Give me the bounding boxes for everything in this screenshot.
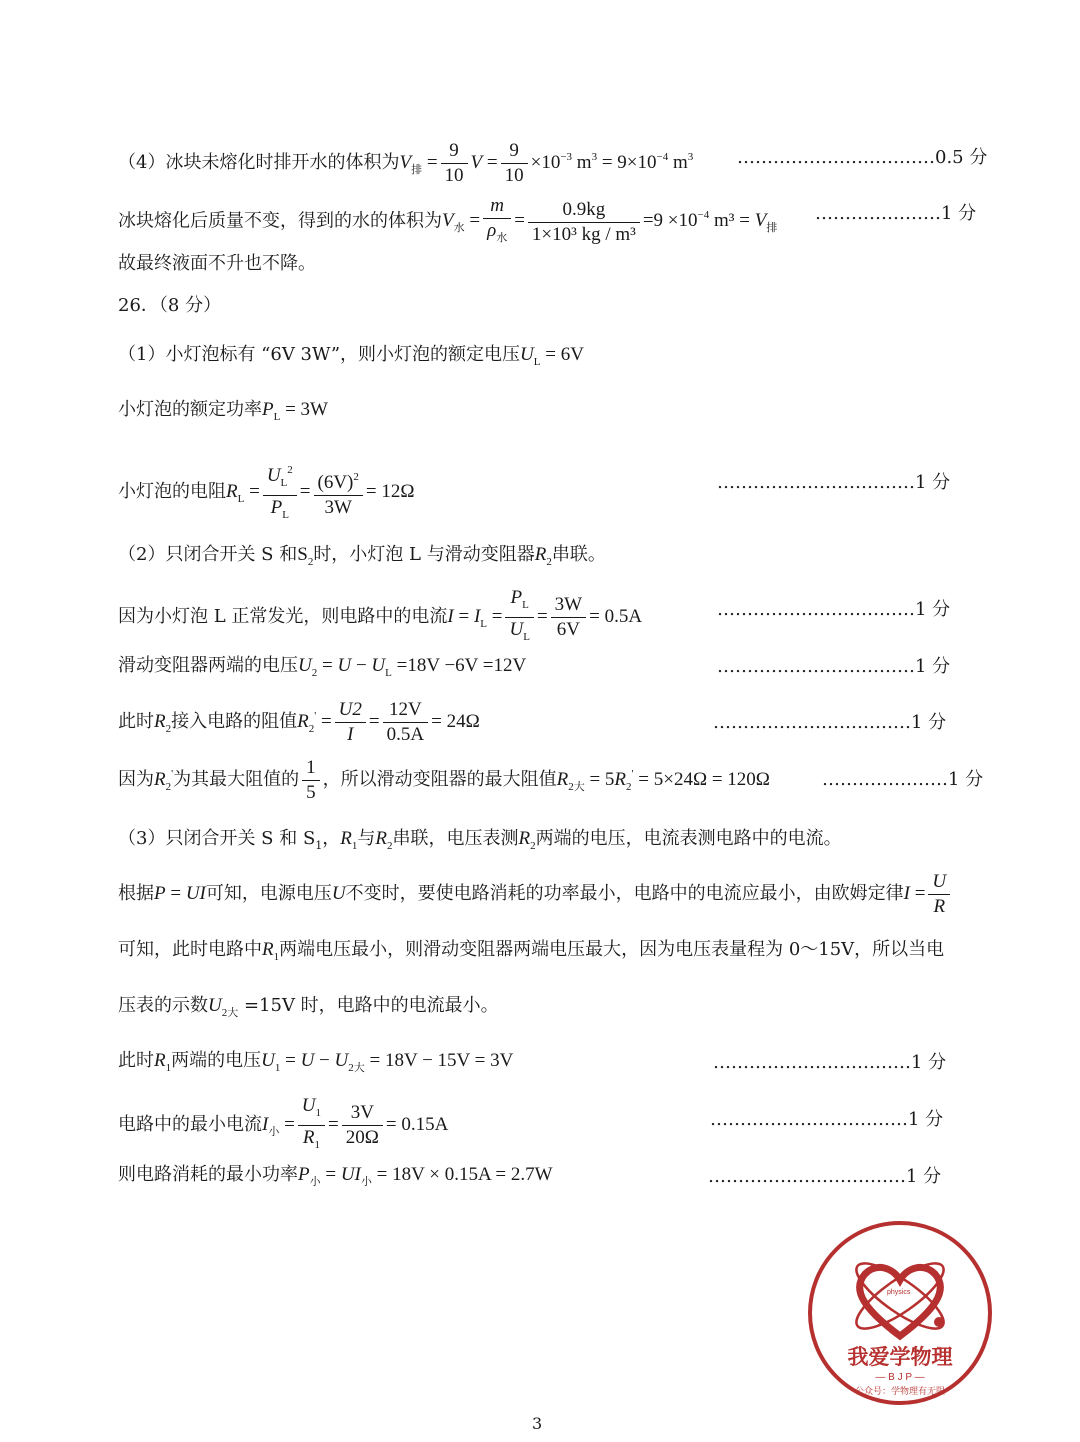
- melt-line: 冰块熔化后质量不变，得到的水的体积为$V_水$ = m $\rho_水$ = $\frac{0.9kg}{\text{1×10³ kg / m³}}$ $=9 \times 10^{-4}$ $m^3 = V_排$: [118, 194, 777, 250]
- fraction: $\frac{0.9kg}{\text{1×10³ kg / m³}}$: [528, 198, 640, 247]
- points-voltage: ……………………………1 分: [717, 656, 951, 677]
- points-u1: ……………………………1 分: [713, 1052, 947, 1073]
- points-imin: ……………………………1 分: [710, 1109, 944, 1130]
- current-line: 因为小灯泡 L 正常发光，则电路中的电流$I = I_L$ = $\frac{P_L}{U_L}$ = $\frac{3W}{6V}$ = 0.5A: [118, 586, 642, 649]
- r2-line: 此时$R_2$接入电路的阻值$R_2'$ = $\frac{U2}{I}$ = $\frac{12V}{0.5A}$ = 24Ω: [118, 699, 480, 745]
- fraction: $\frac{U_1}{R_1}$: [298, 1094, 325, 1157]
- fraction: $\frac{3V}{20\Omega}$: [342, 1101, 383, 1150]
- q26-header: 26．（8 分）: [118, 295, 222, 316]
- q26-part1: （1）小灯泡标有 “6V 3W”，则小灯泡的额定电压$U_L = 6V$: [118, 344, 584, 368]
- fraction: $\frac{3W}{6V}$: [551, 593, 586, 642]
- rated-power: 小灯泡的额定功率$P_L = 3W$: [118, 399, 328, 423]
- fraction: $\frac{U2}{I}$: [335, 698, 366, 747]
- pmin-line: 则电路消耗的最小功率$P_小 = UI_小 = 18V \times 0.15A = 2.7W$: [118, 1164, 553, 1188]
- para2: 可知，此时电路中$R_1$两端电压最小，则滑动变阻器两端电压最大，因为电压表量程为 0～15V，所以当电: [118, 939, 945, 963]
- melt-math: $V_水$ = m $\rho_水$ = $\frac{0.9kg}{\text{1×10³ kg / m³}}$ $=9 \times 10^{-4}$ $m^3 = V_排$: [442, 210, 777, 231]
- logo-abbr: — B J P —: [875, 1372, 925, 1383]
- points-current: ……………………………1 分: [717, 599, 951, 620]
- logo-seal: [805, 1218, 995, 1408]
- q26-part3: （3）只闭合开关 S 和 $S_1$，$R_1$与$R_2$串联，电压表测$R_2$两端的电压，电流表测电路中的电流。: [118, 828, 842, 852]
- conclusion: 故最终液面不升也不降。: [118, 253, 316, 274]
- logo-badge: physics: [887, 1289, 911, 1296]
- para3: 压表的示数$U_{2大} =15V$ 时，电路中的电流最小。: [118, 995, 499, 1019]
- points-melt: …………………1 分: [815, 203, 977, 224]
- points-rmax: …………………1 分: [822, 769, 984, 790]
- points-half: ……………………………0.5 分: [737, 147, 988, 168]
- fraction: $\frac{1}{5}$: [302, 756, 320, 805]
- fraction: $\frac{U_L^2}{P_L}$: [263, 458, 297, 527]
- atom-dot-icon: [934, 1317, 944, 1327]
- fraction: $\frac{P_L}{U_L}$: [505, 586, 533, 649]
- fraction: m $\rho_水$: [483, 194, 511, 250]
- fraction: $\frac{U}{R}$: [928, 870, 950, 919]
- logo-title: 我爱学物理: [847, 1345, 953, 1369]
- q4-text: （4）冰块未熔化时排开水的体积为: [118, 151, 400, 173]
- q26-part2: （2）只闭合开关 S 和$S_2$时，小灯泡 L 与滑动变阻器$R_2$串联。: [118, 544, 606, 568]
- points-pmin: ……………………………1 分: [708, 1166, 942, 1187]
- voltage-line: 滑动变阻器两端的电压$U_2 = U - U_L =18V -6V =12V$: [118, 655, 527, 679]
- fraction: $\frac{9}{10}$: [501, 139, 528, 188]
- points-r2: ……………………………1 分: [713, 712, 947, 733]
- logo-subtitle: 公众号：学物理有无限: [854, 1387, 946, 1397]
- fraction: $\frac{9}{10}$: [441, 139, 468, 188]
- points-resistance: ……………………………1 分: [717, 472, 951, 493]
- imin-line: 电路中的最小电流$I_小$ = $\frac{U_1}{R_1}$ = $\frac{3V}{20\Omega}$ = 0.15A: [118, 1094, 448, 1157]
- para1: 根据P = UI可知，电源电压U不变时，要使电路消耗的功率最小，电路中的电流应最小，由欧姆定律I = $\frac{U}{R}$: [118, 870, 953, 919]
- page-number: 3: [532, 1414, 543, 1433]
- rmax-line: 因为$R_2'$为其最大阻值的 $\frac{1}{5}$ ，所以滑动变阻器的最大阻值$R_{2大} = 5R_2' = 5\times 24\Omega = 120\Omega$: [118, 757, 770, 803]
- resistance-line: 小灯泡的电阻$R_L$ = $\frac{U_L^2}{P_L}$ = $\frac{(6V)^2}{3W}$ = 12Ω: [118, 458, 414, 527]
- u1-line: 此时$R_1$两端的电压$U_1 = U - U_{2大} = 18V - 15V = 3V$: [118, 1050, 514, 1074]
- fraction: $\frac{12V}{0.5A}$: [383, 698, 428, 747]
- q4-line: [118, 139, 693, 188]
- fraction: $\frac{(6V)^2}{3W}$: [314, 465, 363, 520]
- q4-math: $V_排$ = $\frac{9}{10}$ V = $\frac{9}{10}$ $\times 10^{-3}$ $m^3 = 9\times 10^{-4}$ $m^3$: [399, 140, 694, 186]
